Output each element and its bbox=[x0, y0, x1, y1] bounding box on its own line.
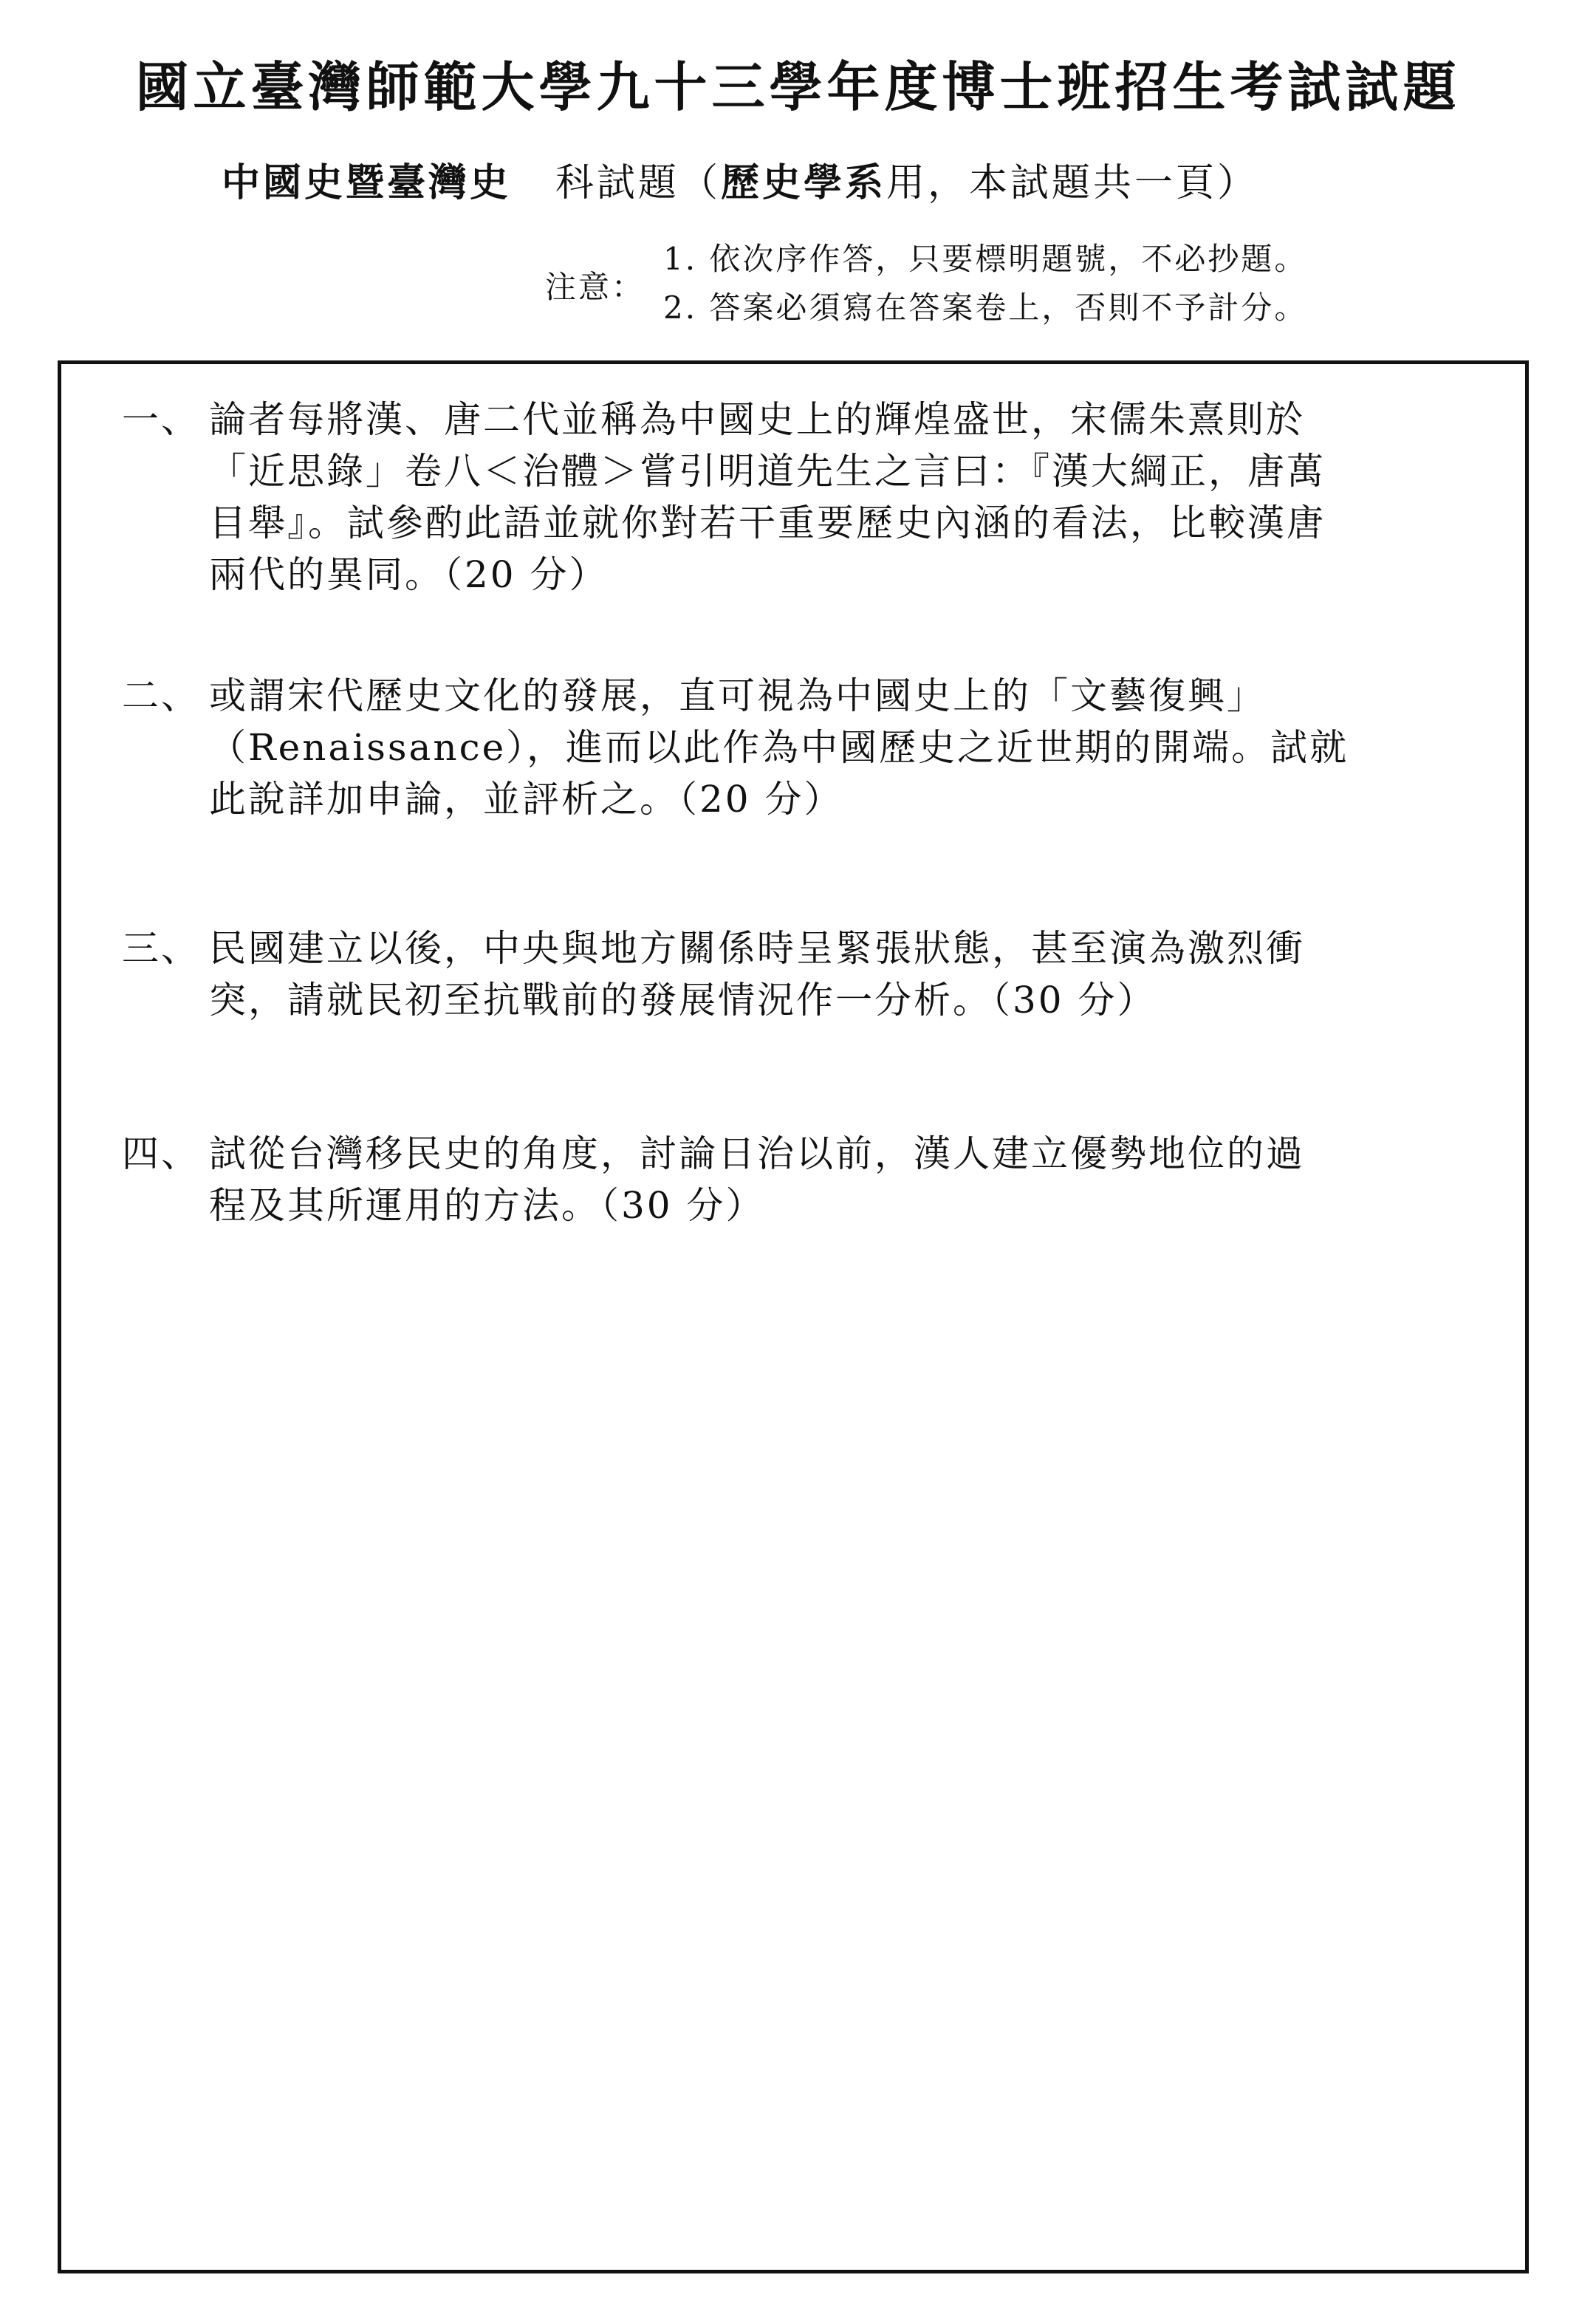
question-number: 三、 bbox=[122, 927, 200, 970]
exam-title: 國立臺灣師範大學九十三學年度博士班招生考試試題 bbox=[135, 56, 1461, 118]
question-line: （Renaissance），進而以此作為中國歷史之近世期的開端。試就 bbox=[209, 726, 1349, 769]
question-1 bbox=[122, 394, 1496, 600]
question-line: 民國建立以後，中央與地方關係時呈緊張狀態，甚至演為激烈衝 bbox=[209, 927, 1305, 970]
question-line: 兩代的異同。（20 分） bbox=[209, 553, 609, 596]
notice-items bbox=[663, 235, 1307, 332]
question-line: 目舉』。試參酌此語並就你對若干重要歷史內涵的看法，比較漢唐 bbox=[209, 502, 1326, 544]
question-line: 程及其所運用的方法。（30 分） bbox=[209, 1184, 765, 1227]
course-name: 中國史暨臺灣史 bbox=[222, 160, 512, 205]
subject-suffix: 用，本試題共一頁） bbox=[886, 161, 1259, 205]
notice-item: 1. 依次序作答，只要標明題號，不必抄題。 bbox=[663, 241, 1308, 277]
question-line: 突，請就民初至抗戰前的發展情況作一分析。（30 分） bbox=[209, 979, 1157, 1022]
question-line: 論者每將漢、唐二代並稱為中國史上的輝煌盛世，宋儒朱熹則於 bbox=[209, 398, 1305, 441]
exam-subtitle bbox=[222, 151, 1258, 207]
subject-prefix: 科試題（ bbox=[555, 161, 722, 205]
question-frame bbox=[58, 360, 1529, 2273]
question-line: 或謂宋代歷史文化的發展，直可視為中國史上的「文藝復興」 bbox=[209, 674, 1266, 717]
question-number: 二、 bbox=[122, 674, 200, 717]
question-line: 「近思錄」卷八＜治體＞嘗引明道先生之言曰：『漢大綱正，唐萬 bbox=[209, 450, 1326, 493]
question-number: 一、 bbox=[122, 398, 200, 441]
department-name: 歷史學系 bbox=[721, 160, 887, 205]
notice-label: 注意： bbox=[545, 269, 645, 305]
notice-item: 2. 答案必須寫在答案卷上，否則不予計分。 bbox=[663, 290, 1308, 326]
question-2 bbox=[122, 670, 1496, 825]
question-line: 此說詳加申論，並評析之。（20 分） bbox=[209, 778, 843, 821]
question-4 bbox=[122, 1128, 1496, 1231]
question-number: 四、 bbox=[122, 1132, 200, 1175]
question-3 bbox=[122, 923, 1496, 1026]
question-line: 試從台灣移民史的角度，討論日治以前，漢人建立優勢地位的過 bbox=[209, 1132, 1305, 1175]
